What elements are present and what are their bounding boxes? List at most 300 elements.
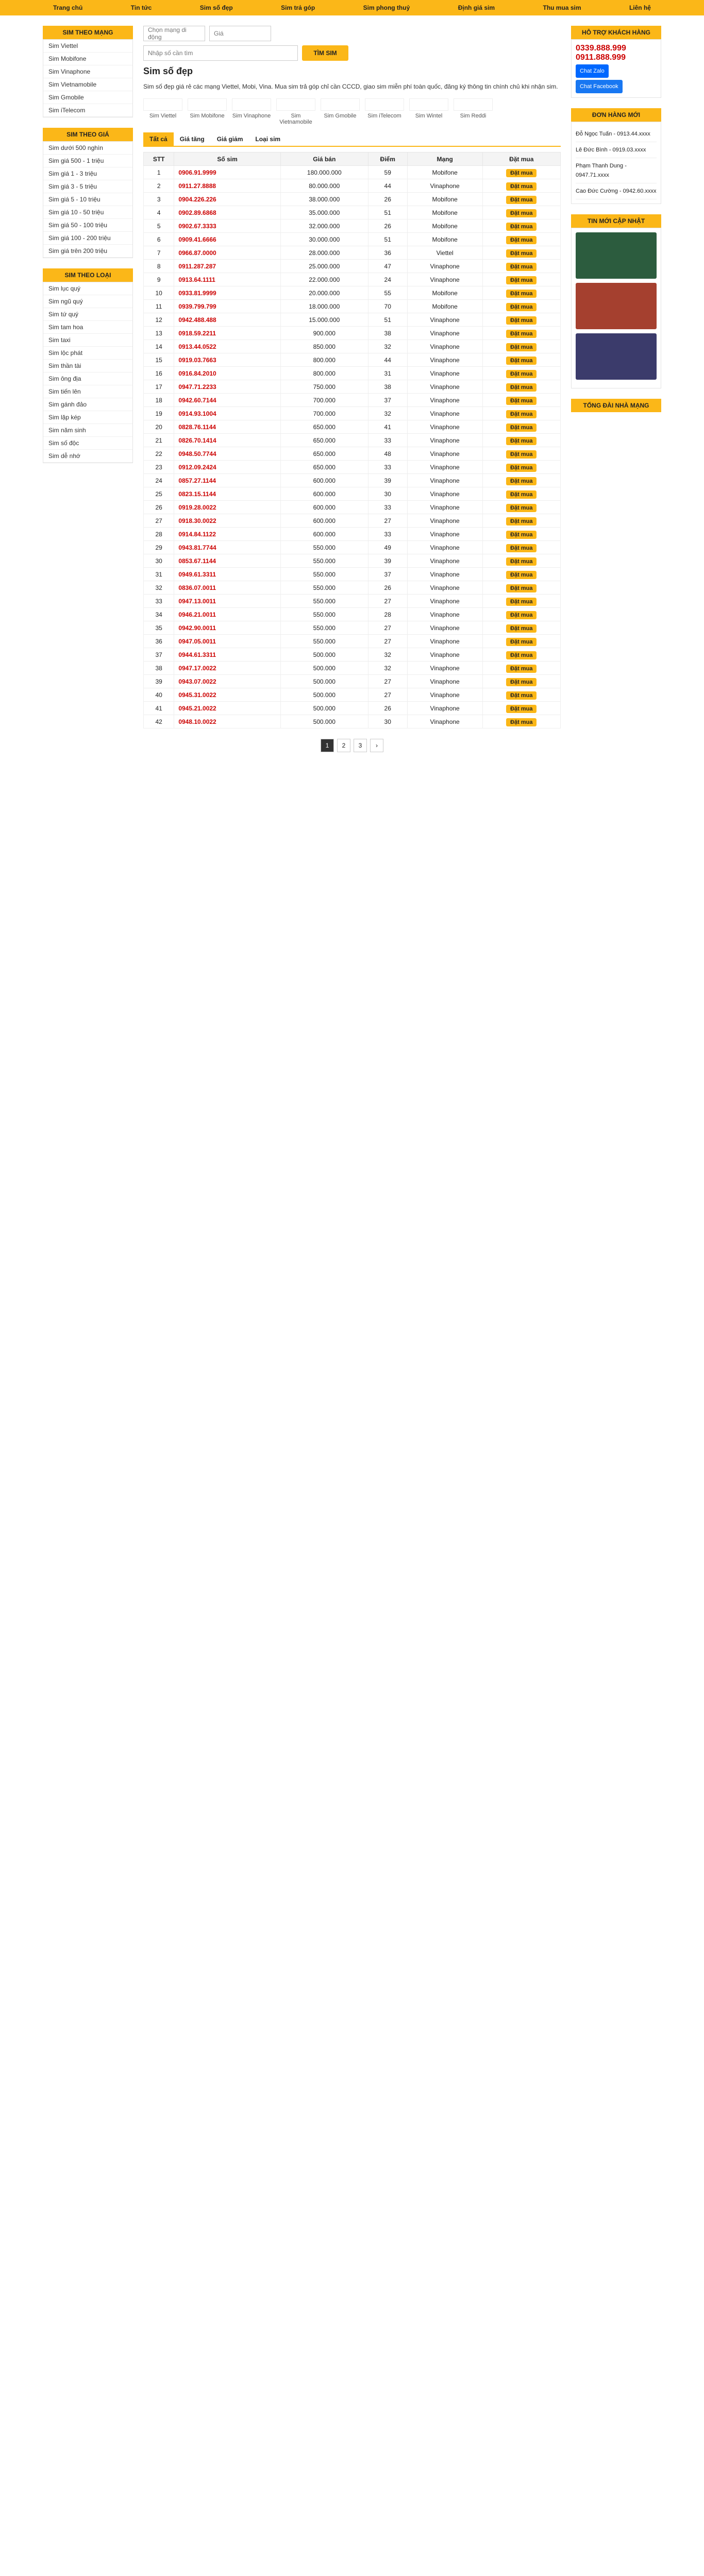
buy-cell — [482, 286, 560, 300]
filter-tabs — [143, 132, 561, 147]
carrier-logo[interactable] — [365, 98, 404, 125]
row-index: 14 — [144, 340, 174, 353]
buy-button[interactable]: Đặt mua — [506, 316, 537, 325]
buy-cell — [482, 528, 560, 541]
buy-button[interactable]: Đặt mua — [506, 423, 537, 432]
sidebar-link[interactable]: Sim gánh đảo — [43, 398, 132, 411]
sidebar-carrier-title: SIM THEO MẠNG — [43, 26, 133, 39]
table-row — [144, 541, 561, 554]
support-title: HỖ TRỢ KHÁCH HÀNG — [571, 26, 661, 39]
sidebar-link[interactable]: Sim giá 100 - 200 triệu — [43, 232, 132, 245]
score: 59 — [368, 166, 407, 179]
carrier-logo[interactable] — [409, 98, 448, 125]
page-link[interactable]: › — [370, 739, 383, 752]
carrier-logo[interactable] — [276, 98, 315, 125]
nav-item[interactable]: Sim số đẹp — [199, 4, 233, 11]
carrier-select[interactable]: Chọn mạng di động — [143, 26, 205, 41]
carrier-logos — [143, 98, 561, 125]
sim-number[interactable]: 0942.488.488 — [174, 313, 281, 327]
buy-button[interactable]: Đặt mua — [506, 544, 537, 552]
sidebar-link[interactable]: Sim lộc phát — [43, 347, 132, 360]
sidebar-link[interactable]: Sim giá 50 - 100 triệu — [43, 219, 132, 232]
sim-number[interactable]: 0853.67.1144 — [174, 554, 281, 568]
nav-item[interactable]: Liên hệ — [629, 4, 651, 11]
buy-button[interactable]: Đặt mua — [506, 263, 537, 271]
sim-number[interactable]: 0906.91.9999 — [174, 166, 281, 179]
main-content — [143, 15, 561, 762]
price-select[interactable]: Giá — [209, 26, 271, 41]
score: 26 — [368, 581, 407, 595]
sim-number[interactable]: 0913.64.1111 — [174, 273, 281, 286]
nav-item[interactable]: Sim phong thuỷ — [363, 4, 410, 11]
score: 26 — [368, 702, 407, 715]
buy-button[interactable]: Đặt mua — [506, 477, 537, 485]
carrier-icon — [143, 98, 182, 111]
carrier: Vinaphone — [407, 554, 482, 568]
score: 48 — [368, 447, 407, 461]
sim-number[interactable]: 0942.90.0011 — [174, 621, 281, 635]
carrier-name: Sim iTelecom — [367, 113, 401, 119]
row-index: 17 — [144, 380, 174, 394]
buy-cell — [482, 621, 560, 635]
row-index: 24 — [144, 474, 174, 487]
news-image[interactable] — [576, 283, 657, 329]
sidebar-link[interactable]: Sim giá 10 - 50 triệu — [43, 206, 132, 219]
carrier-logo[interactable] — [188, 98, 227, 125]
search-input[interactable]: Nhập số cần tìm — [143, 45, 298, 61]
carrier: Vinaphone — [407, 394, 482, 407]
carrier: Vinaphone — [407, 434, 482, 447]
sim-number[interactable]: 0836.07.0011 — [174, 581, 281, 595]
carrier-logo[interactable] — [143, 98, 182, 125]
buy-button[interactable]: Đặt mua — [506, 665, 537, 673]
tab-0[interactable]: Tất cả — [143, 132, 174, 146]
row-index: 27 — [144, 514, 174, 528]
buy-button[interactable]: Đặt mua — [506, 678, 537, 686]
column-header: STT — [144, 152, 174, 166]
price: 500.000 — [280, 648, 368, 662]
score: 27 — [368, 635, 407, 648]
score: 30 — [368, 487, 407, 501]
carrier-logo[interactable] — [321, 98, 360, 125]
buy-button[interactable]: Đặt mua — [506, 182, 537, 191]
sidebar-link[interactable]: Sim giá 1 - 3 triệu — [43, 167, 132, 180]
sim-number[interactable]: 0857.27.1144 — [174, 474, 281, 487]
sidebar-link[interactable]: Sim ông địa — [43, 372, 132, 385]
sidebar-link[interactable]: Sim giá trên 200 triệu — [43, 245, 132, 258]
sim-number[interactable]: 0948.10.0022 — [174, 715, 281, 728]
carrier: Vinaphone — [407, 541, 482, 554]
carrier: Mobifone — [407, 193, 482, 206]
buy-button[interactable]: Đặt mua — [506, 437, 537, 445]
tab-3[interactable]: Loại sim — [255, 135, 281, 143]
carrier: Mobifone — [407, 206, 482, 219]
price: 600.000 — [280, 501, 368, 514]
buy-cell — [482, 260, 560, 273]
buy-button[interactable]: Đặt mua — [506, 330, 537, 338]
tab-1[interactable]: Giá tăng — [179, 135, 205, 143]
table-row — [144, 407, 561, 420]
sidebar-link[interactable]: Sim năm sinh — [43, 424, 132, 437]
row-index: 5 — [144, 219, 174, 233]
carrier: Vinaphone — [407, 260, 482, 273]
news-image[interactable] — [576, 333, 657, 380]
row-index: 34 — [144, 608, 174, 621]
price: 35.000.000 — [280, 206, 368, 219]
carrier: Vinaphone — [407, 621, 482, 635]
carrier: Vinaphone — [407, 487, 482, 501]
buy-button[interactable]: Đặt mua — [506, 638, 537, 646]
sim-number[interactable]: 0911.287.287 — [174, 260, 281, 273]
zalo-button[interactable]: Chat Zalo — [576, 64, 609, 78]
sim-number[interactable]: 0828.76.1144 — [174, 420, 281, 434]
price: 550.000 — [280, 635, 368, 648]
score: 26 — [368, 219, 407, 233]
carrier: Mobifone — [407, 166, 482, 179]
buy-cell — [482, 461, 560, 474]
buy-button[interactable]: Đặt mua — [506, 209, 537, 217]
buy-button[interactable]: Đặt mua — [506, 611, 537, 619]
carrier: Vinaphone — [407, 608, 482, 621]
sim-number[interactable]: 0945.21.0022 — [174, 702, 281, 715]
sidebar-link[interactable]: Sim giá 3 - 5 triệu — [43, 180, 132, 193]
table-row — [144, 273, 561, 286]
carrier-name: Sim Viettel — [149, 113, 177, 119]
score: 44 — [368, 179, 407, 193]
carrier: Mobifone — [407, 219, 482, 233]
sim-number[interactable]: 0919.03.7663 — [174, 353, 281, 367]
buy-cell — [482, 648, 560, 662]
price: 650.000 — [280, 447, 368, 461]
sidebar-link[interactable]: Sim Viettel — [43, 40, 132, 53]
sidebar-link[interactable]: Sim ngũ quý — [43, 295, 132, 308]
table-row — [144, 353, 561, 367]
score: 33 — [368, 501, 407, 514]
sidebar-link[interactable]: Sim dễ nhớ — [43, 450, 132, 463]
score: 51 — [368, 206, 407, 219]
buy-cell — [482, 206, 560, 219]
table-row — [144, 568, 561, 581]
sim-number[interactable]: 0918.59.2211 — [174, 327, 281, 340]
row-index: 7 — [144, 246, 174, 260]
sidebar-type-title: SIM THEO LOẠI — [43, 268, 133, 282]
carrier: Viettel — [407, 246, 482, 260]
buy-button[interactable]: Đặt mua — [506, 517, 537, 526]
buy-button[interactable]: Đặt mua — [506, 343, 537, 351]
sidebar-link[interactable]: Sim iTelecom — [43, 104, 132, 117]
buy-button[interactable]: Đặt mua — [506, 718, 537, 726]
carrier-logo[interactable] — [232, 98, 271, 125]
sim-number[interactable]: 0919.28.0022 — [174, 501, 281, 514]
buy-button[interactable]: Đặt mua — [506, 370, 537, 378]
price: 500.000 — [280, 702, 368, 715]
score: 30 — [368, 715, 407, 728]
table-row — [144, 662, 561, 675]
score: 32 — [368, 662, 407, 675]
nav-item[interactable]: Sim trả góp — [281, 4, 315, 11]
sidebar-link[interactable]: Sim dưới 500 nghìn — [43, 142, 132, 155]
buy-cell — [482, 420, 560, 434]
sim-number[interactable]: 0916.84.2010 — [174, 367, 281, 380]
sim-number[interactable]: 0914.93.1004 — [174, 407, 281, 420]
carrier: Vinaphone — [407, 340, 482, 353]
buy-button[interactable]: Đặt mua — [506, 236, 537, 244]
buy-button[interactable]: Đặt mua — [506, 531, 537, 539]
sim-number[interactable]: 0904.226.226 — [174, 193, 281, 206]
row-index: 40 — [144, 688, 174, 702]
buy-button[interactable]: Đặt mua — [506, 651, 537, 659]
sim-number[interactable]: 0911.27.8888 — [174, 179, 281, 193]
column-header: Điểm — [368, 152, 407, 166]
sim-number[interactable]: 0947.17.0022 — [174, 662, 281, 675]
table-row — [144, 635, 561, 648]
sim-number[interactable]: 0943.07.0022 — [174, 675, 281, 688]
score: 24 — [368, 273, 407, 286]
sim-number[interactable]: 0942.60.7144 — [174, 394, 281, 407]
buy-cell — [482, 327, 560, 340]
hotline-2[interactable]: 0911.888.999 — [576, 53, 626, 62]
buy-button[interactable]: Đặt mua — [506, 584, 537, 592]
price: 600.000 — [280, 474, 368, 487]
buy-button[interactable]: Đặt mua — [506, 705, 537, 713]
row-index: 35 — [144, 621, 174, 635]
sim-number[interactable]: 0826.70.1414 — [174, 434, 281, 447]
sim-number[interactable]: 0945.31.0022 — [174, 688, 281, 702]
row-index: 16 — [144, 367, 174, 380]
buy-button[interactable]: Đặt mua — [506, 450, 537, 459]
news-image[interactable] — [576, 232, 657, 279]
score: 55 — [368, 286, 407, 300]
sim-number[interactable]: 0948.50.7744 — [174, 447, 281, 461]
table-row — [144, 193, 561, 206]
price: 550.000 — [280, 608, 368, 621]
table-row — [144, 487, 561, 501]
buy-button[interactable]: Đặt mua — [506, 276, 537, 284]
buy-button[interactable]: Đặt mua — [506, 357, 537, 365]
sim-number[interactable]: 0823.15.1144 — [174, 487, 281, 501]
column-header: Giá bán — [280, 152, 368, 166]
carrier: Vinaphone — [407, 179, 482, 193]
carrier-name: Sim Mobifone — [190, 113, 225, 119]
sim-number[interactable]: 0902.67.3333 — [174, 219, 281, 233]
score: 51 — [368, 313, 407, 327]
price: 600.000 — [280, 487, 368, 501]
score: 70 — [368, 300, 407, 313]
buy-cell — [482, 662, 560, 675]
sim-number[interactable]: 0966.87.0000 — [174, 246, 281, 260]
page-link[interactable]: 3 — [354, 739, 367, 752]
page-link[interactable]: 1 — [321, 739, 334, 752]
buy-button[interactable]: Đặt mua — [506, 410, 537, 418]
row-index: 38 — [144, 662, 174, 675]
sidebar-link[interactable]: Sim tứ quý — [43, 308, 132, 321]
hotline-1[interactable]: 0339.888.999 — [576, 44, 626, 53]
buy-cell — [482, 219, 560, 233]
top-nav — [0, 0, 704, 15]
price: 550.000 — [280, 621, 368, 635]
price: 32.000.000 — [280, 219, 368, 233]
sim-number[interactable]: 0947.71.2233 — [174, 380, 281, 394]
score: 38 — [368, 380, 407, 394]
score: 27 — [368, 595, 407, 608]
carrier-name: Sim Reddi — [460, 113, 487, 119]
carrier: Vinaphone — [407, 675, 482, 688]
sim-number[interactable]: 0944.61.3311 — [174, 648, 281, 662]
sim-number[interactable]: 0913.44.0522 — [174, 340, 281, 353]
table-row — [144, 648, 561, 662]
carrier: Vinaphone — [407, 407, 482, 420]
sidebar-link[interactable]: Sim taxi — [43, 334, 132, 347]
buy-cell — [482, 541, 560, 554]
sim-number[interactable]: 0947.05.0011 — [174, 635, 281, 648]
nav-item[interactable]: Tin tức — [130, 4, 152, 11]
score: 49 — [368, 541, 407, 554]
row-index: 20 — [144, 420, 174, 434]
sim-number[interactable]: 0933.81.9999 — [174, 286, 281, 300]
price: 180.000.000 — [280, 166, 368, 179]
sim-number[interactable]: 0946.21.0011 — [174, 608, 281, 621]
sidebar-link[interactable]: Sim lục quý — [43, 282, 132, 295]
nav-item[interactable]: Trang chủ — [53, 4, 83, 11]
sim-number[interactable]: 0943.81.7744 — [174, 541, 281, 554]
sim-number[interactable]: 0947.13.0011 — [174, 595, 281, 608]
carrier-icon — [321, 98, 360, 111]
page-link[interactable]: 2 — [337, 739, 350, 752]
buy-button[interactable]: Đặt mua — [506, 223, 537, 231]
sidebar-link[interactable]: Sim số độc — [43, 437, 132, 450]
sim-number[interactable]: 0914.84.1122 — [174, 528, 281, 541]
sim-number[interactable]: 0912.09.2424 — [174, 461, 281, 474]
score: 31 — [368, 367, 407, 380]
buy-button[interactable]: Đặt mua — [506, 624, 537, 633]
buy-button[interactable]: Đặt mua — [506, 303, 537, 311]
sidebar-link[interactable]: Sim giá 500 - 1 triệu — [43, 155, 132, 167]
sidebar-link[interactable]: Sim thần tài — [43, 360, 132, 372]
table-row — [144, 340, 561, 353]
carrier: Vinaphone — [407, 715, 482, 728]
row-index: 36 — [144, 635, 174, 648]
carrier: Vinaphone — [407, 353, 482, 367]
score: 28 — [368, 608, 407, 621]
price: 700.000 — [280, 407, 368, 420]
sidebar-link[interactable]: Sim lặp kép — [43, 411, 132, 424]
buy-cell — [482, 554, 560, 568]
nav-item[interactable]: Định giá sim — [458, 4, 495, 11]
sidebar-link[interactable]: Sim tam hoa — [43, 321, 132, 334]
column-header: Số sim — [174, 152, 281, 166]
buy-cell — [482, 300, 560, 313]
buy-button[interactable]: Đặt mua — [506, 196, 537, 204]
sim-number[interactable]: 0918.30.0022 — [174, 514, 281, 528]
search-button[interactable]: TÌM SIM — [302, 45, 348, 61]
sim-table — [143, 152, 561, 728]
sim-number[interactable]: 0949.61.3311 — [174, 568, 281, 581]
row-index: 13 — [144, 327, 174, 340]
buy-cell — [482, 688, 560, 702]
sidebar-link[interactable]: Sim Mobifone — [43, 53, 132, 65]
sim-number[interactable]: 0909.41.6666 — [174, 233, 281, 246]
facebook-button[interactable]: Chat Facebook — [576, 80, 623, 93]
price: 550.000 — [280, 554, 368, 568]
row-index: 26 — [144, 501, 174, 514]
table-row — [144, 474, 561, 487]
carrier: Vinaphone — [407, 662, 482, 675]
carrier-logo[interactable] — [454, 98, 493, 125]
row-index: 15 — [144, 353, 174, 367]
carrier: Vinaphone — [407, 514, 482, 528]
row-index: 37 — [144, 648, 174, 662]
table-row — [144, 621, 561, 635]
buy-button[interactable]: Đặt mua — [506, 504, 537, 512]
tab-2[interactable]: Giá giảm — [216, 135, 243, 143]
left-sidebar — [43, 15, 133, 463]
nav-item[interactable]: Thu mua sim — [543, 4, 581, 11]
score: 27 — [368, 688, 407, 702]
buy-button[interactable]: Đặt mua — [506, 383, 537, 392]
order-item: Đỗ Ngọc Tuấn - 0913.44.xxxx — [576, 126, 657, 142]
carrier-hotline-title: TỔNG ĐÀI NHÀ MẠNG — [571, 399, 661, 412]
price: 28.000.000 — [280, 246, 368, 260]
sidebar-link[interactable]: Sim Gmobile — [43, 91, 132, 104]
buy-button[interactable]: Đặt mua — [506, 490, 537, 499]
sidebar-link[interactable]: Sim tiến lên — [43, 385, 132, 398]
buy-button[interactable]: Đặt mua — [506, 249, 537, 258]
carrier-icon — [454, 98, 493, 111]
buy-button[interactable]: Đặt mua — [506, 290, 537, 298]
price: 550.000 — [280, 541, 368, 554]
price: 800.000 — [280, 353, 368, 367]
sidebar-link[interactable]: Sim Vinaphone — [43, 65, 132, 78]
sim-number[interactable]: 0902.89.6868 — [174, 206, 281, 219]
buy-cell — [482, 595, 560, 608]
pagination — [143, 739, 561, 752]
buy-cell — [482, 353, 560, 367]
table-row — [144, 702, 561, 715]
table-row — [144, 179, 561, 193]
buy-cell — [482, 501, 560, 514]
order-item: Lê Đức Bình - 0919.03.xxxx — [576, 142, 657, 158]
sidebar-link[interactable]: Sim giá 5 - 10 triệu — [43, 193, 132, 206]
score: 39 — [368, 554, 407, 568]
table-row — [144, 166, 561, 179]
carrier: Vinaphone — [407, 420, 482, 434]
price: 38.000.000 — [280, 193, 368, 206]
buy-button[interactable]: Đặt mua — [506, 464, 537, 472]
price: 18.000.000 — [280, 300, 368, 313]
row-index: 1 — [144, 166, 174, 179]
score: 36 — [368, 246, 407, 260]
table-row — [144, 461, 561, 474]
price: 550.000 — [280, 595, 368, 608]
carrier: Vinaphone — [407, 474, 482, 487]
price: 500.000 — [280, 675, 368, 688]
sidebar-link[interactable]: Sim Vietnamobile — [43, 78, 132, 91]
buy-button[interactable]: Đặt mua — [506, 691, 537, 700]
sim-number[interactable]: 0939.799.799 — [174, 300, 281, 313]
row-index: 8 — [144, 260, 174, 273]
row-index: 33 — [144, 595, 174, 608]
buy-button[interactable]: Đặt mua — [506, 557, 537, 566]
order-item: Phạm Thanh Dung - 0947.71.xxxx — [576, 158, 657, 183]
carrier-icon — [409, 98, 448, 111]
table-row — [144, 206, 561, 219]
buy-button[interactable]: Đặt mua — [506, 169, 537, 177]
buy-button[interactable]: Đặt mua — [506, 571, 537, 579]
buy-button[interactable]: Đặt mua — [506, 598, 537, 606]
buy-button[interactable]: Đặt mua — [506, 397, 537, 405]
buy-cell — [482, 675, 560, 688]
table-row — [144, 595, 561, 608]
